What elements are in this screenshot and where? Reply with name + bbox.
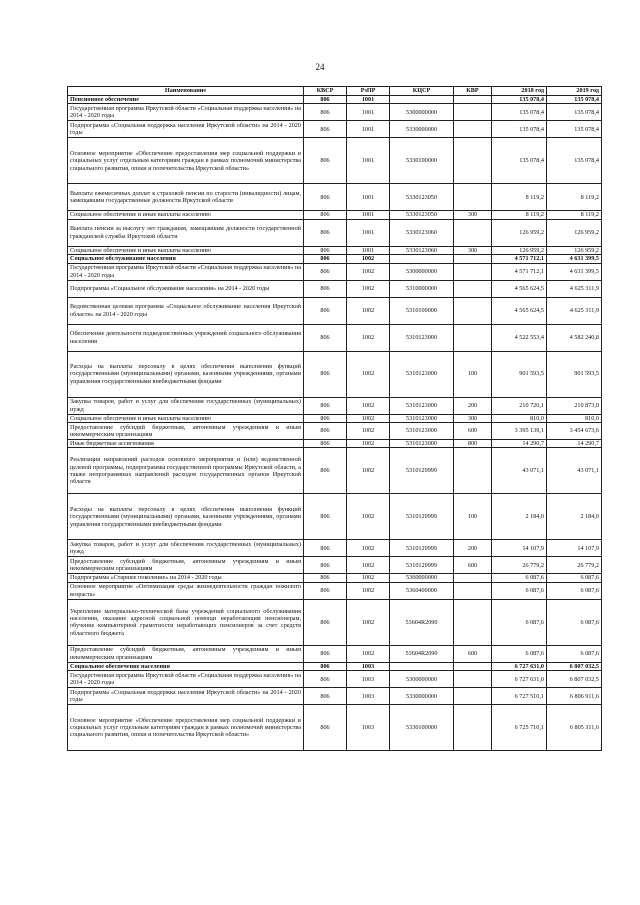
cell-2018: 6 087,6: [492, 582, 547, 599]
cell-kvr: [454, 96, 492, 104]
cell-rzpr: 1002: [347, 280, 390, 297]
cell-name: Социальное обеспечение населения: [68, 662, 304, 670]
cell-rzpr: 1002: [347, 414, 390, 422]
cell-kvr: [454, 671, 492, 688]
cell-rzpr: 1002: [347, 397, 390, 414]
cell-2019: 2 184,0: [547, 494, 602, 540]
cell-2019: 6 807 032,5: [547, 662, 602, 670]
cell-2018: 135 078,4: [492, 138, 547, 184]
table-row: [68, 219, 602, 246]
header-kvr: КВР: [454, 87, 492, 96]
cell-2019: 4 625 311,9: [547, 297, 602, 324]
cell-name: Выплата ежемесячных доплат к страховой пенсии по старости (инвалидности) лицам, замещавшим государственные должности Иркутской области: [68, 184, 304, 211]
cell-kcsr: 5330123060: [390, 219, 454, 246]
cell-kcsr: 5310129999: [390, 448, 454, 494]
table-row: [68, 557, 602, 574]
table-row: [68, 96, 602, 104]
cell-rzpr: 1001: [347, 138, 390, 184]
cell-rzpr: 1003: [347, 662, 390, 670]
cell-2019: 6 806 911,6: [547, 688, 602, 705]
cell-kcsr: 5310129999: [390, 494, 454, 540]
cell-kvsr: 806: [304, 423, 347, 440]
cell-rzpr: 1002: [347, 574, 390, 582]
cell-rzpr: 1001: [347, 211, 390, 219]
cell-2018: 6 727 510,1: [492, 688, 547, 705]
cell-kvsr: 806: [304, 297, 347, 324]
cell-rzpr: 1003: [347, 688, 390, 705]
cell-2019: 6 087,6: [547, 599, 602, 645]
header-kcsr: КЦСР: [390, 87, 454, 96]
cell-2018: 901 593,5: [492, 351, 547, 397]
cell-kvr: [454, 104, 492, 121]
cell-2019: 810,0: [547, 414, 602, 422]
cell-2018: 6 727 631,0: [492, 662, 547, 670]
cell-rzpr: 1001: [347, 121, 390, 138]
cell-2018: 135 078,4: [492, 121, 547, 138]
table-row: [68, 662, 602, 670]
cell-2019: 4 582 240,8: [547, 324, 602, 351]
cell-name: Государственная программа Иркутской области «Социальная поддержка населения» на 2014 - 2020 годы: [68, 671, 304, 688]
table-row: [68, 494, 602, 540]
table-row: [68, 138, 602, 184]
table-header-row: [68, 87, 602, 96]
cell-kvsr: 806: [304, 219, 347, 246]
cell-2019: 6 087,6: [547, 582, 602, 599]
cell-2018: 43 071,1: [492, 448, 547, 494]
cell-kvsr: 806: [304, 599, 347, 645]
cell-kcsr: 5310000000: [390, 280, 454, 297]
cell-rzpr: 1001: [347, 184, 390, 211]
cell-kvsr: 806: [304, 397, 347, 414]
cell-name: Государственная программа Иркутской области «Социальная поддержка населения» на 2014 - 2020 годы: [68, 104, 304, 121]
cell-kcsr: 5300000000: [390, 671, 454, 688]
table-row: [68, 582, 602, 599]
cell-rzpr: 1003: [347, 705, 390, 751]
cell-kvr: [454, 138, 492, 184]
cell-kvr: [454, 297, 492, 324]
cell-kcsr: 5360000000: [390, 574, 454, 582]
cell-rzpr: 1002: [347, 645, 390, 662]
cell-name: Социальное обеспечение и иные выплаты населению: [68, 414, 304, 422]
cell-kcsr: 5310123000: [390, 397, 454, 414]
cell-kcsr: 5310123000: [390, 414, 454, 422]
cell-2019: 6 807 032,5: [547, 671, 602, 688]
cell-kvr: 600: [454, 557, 492, 574]
cell-name: Расходы на выплаты персоналу в целях обеспечения выполнения функций государственными (муниципальными) органами, казенными учреждениями, органами управления государственными внебюджетными фондами: [68, 494, 304, 540]
cell-2019: 6 805 311,6: [547, 705, 602, 751]
cell-2018: 14 290,7: [492, 440, 547, 448]
cell-2018: 126 959,2: [492, 219, 547, 246]
cell-2018: 6 725 710,1: [492, 705, 547, 751]
cell-rzpr: 1002: [347, 351, 390, 397]
cell-2018: 4 571 712,1: [492, 255, 547, 263]
cell-kcsr: 5310123000: [390, 440, 454, 448]
table-row: [68, 397, 602, 414]
cell-kvr: [454, 280, 492, 297]
cell-kvr: 800: [454, 440, 492, 448]
cell-kvr: [454, 255, 492, 263]
cell-kvr: [454, 324, 492, 351]
cell-2019: 8 119,2: [547, 184, 602, 211]
cell-kvsr: 806: [304, 440, 347, 448]
table-row: [68, 688, 602, 705]
cell-2018: 4 522 553,4: [492, 324, 547, 351]
cell-kvsr: 806: [304, 688, 347, 705]
cell-name: Основное мероприятие «Оптимизация среды жизнедеятельности граждан пожилого возраста»: [68, 582, 304, 599]
cell-kvr: 100: [454, 494, 492, 540]
header-2019: 2019 год: [547, 87, 602, 96]
cell-kvr: 300: [454, 211, 492, 219]
cell-name: Пенсионное обеспечение: [68, 96, 304, 104]
cell-kvr: [454, 263, 492, 280]
table-row: [68, 540, 602, 557]
cell-kvsr: 806: [304, 582, 347, 599]
cell-rzpr: 1001: [347, 96, 390, 104]
cell-name: Иные бюджетные ассигнования: [68, 440, 304, 448]
cell-rzpr: 1002: [347, 448, 390, 494]
cell-rzpr: 1002: [347, 599, 390, 645]
cell-name: Выплата пенсии за выслугу лет гражданам, замещавшим должности государственной гражданской службы Иркутской области: [68, 219, 304, 246]
table-row: [68, 255, 602, 263]
cell-name: Предоставление субсидий бюджетным, автономным учреждениям и иным некоммерческим организациям: [68, 423, 304, 440]
cell-name: Предоставление субсидий бюджетным, автономным учреждениям и иным некоммерческим организациям: [68, 557, 304, 574]
cell-name: Основное мероприятие «Обеспечение предоставления мер социальной поддержки и социальных услуг отдельным категориям граждан в рамках полномочий министерства социального развития, опеки и попечительства Иркутской области»: [68, 705, 304, 751]
cell-rzpr: 1002: [347, 582, 390, 599]
table-row: [68, 246, 602, 254]
cell-kcsr: 5310100000: [390, 297, 454, 324]
table-row: [68, 414, 602, 422]
cell-kcsr: 5330100000: [390, 705, 454, 751]
table-row: [68, 263, 602, 280]
cell-kvr: 200: [454, 397, 492, 414]
table-body: [68, 96, 602, 751]
cell-2018: 14 107,9: [492, 540, 547, 557]
cell-name: Социальное обеспечение и иные выплаты населению: [68, 246, 304, 254]
cell-rzpr: 1002: [347, 540, 390, 557]
cell-kvr: 300: [454, 414, 492, 422]
cell-kvsr: 806: [304, 184, 347, 211]
cell-rzpr: 1002: [347, 423, 390, 440]
cell-2019: 135 078,4: [547, 96, 602, 104]
cell-2019: 4 631 399,5: [547, 255, 602, 263]
cell-kvsr: 806: [304, 246, 347, 254]
cell-2018: 6 727 631,0: [492, 671, 547, 688]
cell-kcsr: 5330100000: [390, 138, 454, 184]
cell-kvsr: 806: [304, 255, 347, 263]
cell-kvsr: 806: [304, 351, 347, 397]
cell-name: Подпрограмма «Социальная поддержка населения Иркутской области» на 2014 - 2020 годы: [68, 121, 304, 138]
cell-kvsr: 806: [304, 324, 347, 351]
cell-2019: 6 087,6: [547, 574, 602, 582]
cell-kcsr: [390, 662, 454, 670]
cell-kvsr: 806: [304, 494, 347, 540]
cell-kvr: 600: [454, 423, 492, 440]
header-name: Наименование: [68, 87, 304, 96]
budget-table: [67, 86, 602, 751]
cell-rzpr: 1001: [347, 219, 390, 246]
table-row: [68, 705, 602, 751]
cell-kcsr: 5330123050: [390, 211, 454, 219]
cell-kcsr: 5310123000: [390, 351, 454, 397]
cell-name: Подпрограмма «Социальное обслуживание населения» на 2014 - 2020 годы: [68, 280, 304, 297]
cell-name: Закупка товаров, работ и услуг для обеспечения государственных (муниципальных) нужд: [68, 540, 304, 557]
cell-2019: 126 959,2: [547, 219, 602, 246]
cell-kcsr: 5360400000: [390, 582, 454, 599]
cell-kvr: [454, 219, 492, 246]
cell-kvr: [454, 688, 492, 705]
cell-name: Предоставление субсидий бюджетным, автономным учреждениям и иным некоммерческим организациям: [68, 645, 304, 662]
cell-2018: 8 119,2: [492, 184, 547, 211]
cell-kcsr: 5300000000: [390, 263, 454, 280]
cell-kvsr: 806: [304, 448, 347, 494]
cell-kcsr: 5330123060: [390, 246, 454, 254]
cell-kvsr: 806: [304, 671, 347, 688]
cell-kvsr: 806: [304, 645, 347, 662]
cell-kcsr: 5330123050: [390, 184, 454, 211]
cell-2018: 2 184,0: [492, 494, 547, 540]
cell-kcsr: 5300000000: [390, 104, 454, 121]
table-row: [68, 599, 602, 645]
table-row: [68, 280, 602, 297]
cell-name: Ведомственная целевая программа «Социальное обслуживание населения Иркутской области» на 2014 - 2020 годы: [68, 297, 304, 324]
cell-rzpr: 1002: [347, 324, 390, 351]
cell-kvsr: 806: [304, 662, 347, 670]
cell-name: Реализация направлений расходов основного мероприятия и (или) ведомственной целевой программы, подпрограммы государственной программы Иркутской области, а также непрограммных направлений расходов государственных органов Иркутской области: [68, 448, 304, 494]
table-row: [68, 184, 602, 211]
cell-2019: 26 779,2: [547, 557, 602, 574]
cell-kvsr: 806: [304, 414, 347, 422]
table-row: [68, 574, 602, 582]
table-row: [68, 645, 602, 662]
cell-kvr: 200: [454, 540, 492, 557]
cell-name: Укрепление материально-технической базы учреждений социального обслуживания населения, оказание адресной социальной помощи неработающим пенсионерам, обучение компьютерной грамотности неработающих пенсионеров за счет средств областного бюджета: [68, 599, 304, 645]
cell-2018: 6 087,6: [492, 645, 547, 662]
cell-kvsr: 806: [304, 574, 347, 582]
cell-kcsr: 53604R2090: [390, 599, 454, 645]
cell-name: Государственная программа Иркутской области «Социальная поддержка населения» на 2014 - 2020 годы: [68, 263, 304, 280]
cell-kvr: 600: [454, 645, 492, 662]
table-row: [68, 121, 602, 138]
table-row: [68, 104, 602, 121]
cell-kvsr: 806: [304, 96, 347, 104]
header-rzpr: РзПР: [347, 87, 390, 96]
table-row: [68, 440, 602, 448]
cell-2019: 135 078,4: [547, 121, 602, 138]
cell-rzpr: 1002: [347, 255, 390, 263]
cell-2018: 4 571 712,1: [492, 263, 547, 280]
cell-kvr: [454, 582, 492, 599]
cell-kcsr: 5310129999: [390, 557, 454, 574]
cell-kvr: [454, 574, 492, 582]
cell-rzpr: 1002: [347, 494, 390, 540]
cell-kvsr: 806: [304, 211, 347, 219]
cell-2018: 3 395 139,1: [492, 423, 547, 440]
cell-2019: 4 631 399,5: [547, 263, 602, 280]
cell-name: Обеспечение деятельности подведомственных учреждений социального обслуживания населения: [68, 324, 304, 351]
cell-2018: 810,0: [492, 414, 547, 422]
cell-2018: 135 078,4: [492, 104, 547, 121]
cell-2019: 14 290,7: [547, 440, 602, 448]
cell-kcsr: 5330000000: [390, 121, 454, 138]
table-row: [68, 448, 602, 494]
cell-2019: 210 873,0: [547, 397, 602, 414]
cell-rzpr: 1002: [347, 440, 390, 448]
cell-kvr: [454, 448, 492, 494]
cell-2019: 135 078,4: [547, 104, 602, 121]
cell-rzpr: 1001: [347, 246, 390, 254]
cell-kcsr: 5310123000: [390, 324, 454, 351]
cell-kcsr: 5330000000: [390, 688, 454, 705]
cell-rzpr: 1002: [347, 297, 390, 324]
cell-kvsr: 806: [304, 121, 347, 138]
cell-2019: 126 959,2: [547, 246, 602, 254]
cell-kcsr: 5310123000: [390, 423, 454, 440]
cell-2018: 126 959,2: [492, 246, 547, 254]
cell-kvr: [454, 121, 492, 138]
cell-kvr: [454, 599, 492, 645]
cell-2019: 3 454 673,6: [547, 423, 602, 440]
table-row: [68, 297, 602, 324]
cell-rzpr: 1001: [347, 104, 390, 121]
header-2018: 2018 год: [492, 87, 547, 96]
header-kvsr: КВСР: [304, 87, 347, 96]
cell-kvsr: 806: [304, 104, 347, 121]
cell-2019: 8 119,2: [547, 211, 602, 219]
cell-kcsr: [390, 255, 454, 263]
cell-name: Расходы на выплаты персоналу в целях обеспечения выполнения функций государственными (муниципальными) органами, казенными учреждениями, органами управления государственными внебюджетными фондами: [68, 351, 304, 397]
cell-2018: 210 720,1: [492, 397, 547, 414]
cell-kvsr: 806: [304, 280, 347, 297]
cell-2019: 4 625 311,9: [547, 280, 602, 297]
cell-2019: 135 078,4: [547, 138, 602, 184]
cell-2019: 14 107,9: [547, 540, 602, 557]
cell-2019: 43 071,1: [547, 448, 602, 494]
cell-2018: 6 087,6: [492, 574, 547, 582]
cell-name: Закупка товаров, работ и услуг для обеспечения государственных (муниципальных) нужд: [68, 397, 304, 414]
cell-kcsr: [390, 96, 454, 104]
cell-kvr: [454, 662, 492, 670]
cell-2018: 8 119,2: [492, 211, 547, 219]
page-number: 24: [315, 62, 325, 72]
cell-2019: 901 593,5: [547, 351, 602, 397]
cell-kvr: 100: [454, 351, 492, 397]
cell-kvsr: 806: [304, 263, 347, 280]
cell-2018: 26 779,2: [492, 557, 547, 574]
table-row: [68, 324, 602, 351]
cell-kcsr: 5310129999: [390, 540, 454, 557]
cell-2018: 6 087,6: [492, 599, 547, 645]
cell-kvsr: 806: [304, 705, 347, 751]
cell-rzpr: 1003: [347, 671, 390, 688]
cell-2018: 4 565 624,5: [492, 297, 547, 324]
table-row: [68, 351, 602, 397]
cell-kcsr: 53604R2090: [390, 645, 454, 662]
cell-kvsr: 806: [304, 540, 347, 557]
cell-kvr: 300: [454, 246, 492, 254]
table-row: [68, 211, 602, 219]
table-row: [68, 423, 602, 440]
cell-kvr: [454, 705, 492, 751]
cell-name: Подпрограмма «Старшее поколение» на 2014 - 2020 годы: [68, 574, 304, 582]
cell-kvsr: 806: [304, 138, 347, 184]
cell-2018: 135 078,4: [492, 96, 547, 104]
cell-name: Социальное обслуживание населения: [68, 255, 304, 263]
table-row: [68, 671, 602, 688]
cell-kvr: [454, 184, 492, 211]
cell-2019: 6 087,6: [547, 645, 602, 662]
cell-kvsr: 806: [304, 557, 347, 574]
cell-2018: 4 565 624,5: [492, 280, 547, 297]
cell-rzpr: 1002: [347, 263, 390, 280]
cell-rzpr: 1002: [347, 557, 390, 574]
cell-name: Социальное обеспечение и иные выплаты населению: [68, 211, 304, 219]
cell-name: Подпрограмма «Социальная поддержка населения Иркутской области» на 2014 - 2020 годы: [68, 688, 304, 705]
cell-name: Основное мероприятие «Обеспечение предоставления мер социальной поддержки и социальных услуг отдельным категориям граждан в рамках полномочий министерства социального развития, опеки и попечительства Иркутской области»: [68, 138, 304, 184]
